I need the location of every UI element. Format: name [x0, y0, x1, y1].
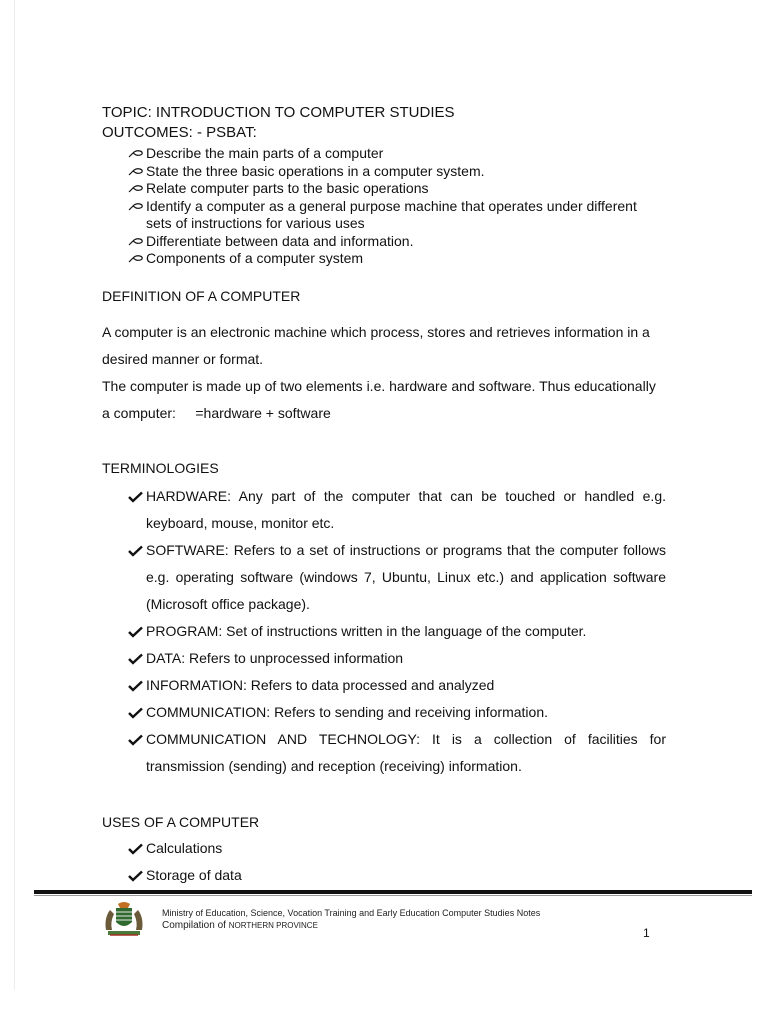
topic-title: TOPIC: INTRODUCTION TO COMPUTER STUDIES: [102, 104, 455, 121]
arrow-bullet-icon: [128, 149, 144, 159]
check-bullet-icon: [128, 653, 143, 665]
term-item: SOFTWARE: Refers to a set of instructions or programs that the computer follows e.g. operating software (windows 7, Ubuntu, Linux etc.) and application software (Microsoft office package).: [128, 537, 666, 618]
use-item: Storage of data: [128, 862, 666, 889]
definition-paragraph: A computer is an electronic machine which process, stores and retrieves information in a desired manner or format.: [102, 323, 650, 367]
terminologies-heading: TERMINOLOGIES: [102, 459, 219, 476]
uses-list: [102, 835, 666, 889]
arrow-bullet-icon: [128, 237, 144, 247]
terminologies-list: [102, 483, 666, 780]
uses-heading: USES OF A COMPUTER: [102, 813, 260, 830]
term-item: HARDWARE: Any part of the computer that can be touched or handled e.g. keyboard, mouse, monitor etc.: [128, 483, 666, 537]
arrow-bullet-icon: [128, 254, 144, 264]
outcomes-heading: OUTCOMES: - PSBAT:: [102, 124, 257, 141]
outcome-item: Describe the main parts of a computer: [128, 145, 666, 163]
term-item: COMMUNICATION AND TECHNOLOGY: It is a collection of facilities for transmission (sending) and reception (receiving) information.: [128, 726, 666, 780]
elements-paragraph: The computer is made up of two elements i.e. hardware and software. Thus educationally a computer: =hardware + software: [102, 377, 656, 421]
arrow-bullet-icon: [128, 202, 144, 212]
page-left-edge: [14, 0, 15, 990]
check-bullet-icon: [128, 680, 143, 692]
outcome-item: Identify a computer as a general purpose machine that operates under different sets of instructions for various uses: [128, 198, 666, 233]
arrow-bullet-icon: [128, 167, 144, 177]
page-number: 1: [643, 926, 650, 940]
check-bullet-icon: [128, 870, 143, 882]
arrow-bullet-icon: [128, 184, 144, 194]
check-bullet-icon: [128, 843, 143, 855]
outcome-item: Differentiate between data and information.: [128, 233, 666, 251]
definition-heading: DEFINITION OF A COMPUTER: [102, 287, 301, 304]
term-item: PROGRAM: Set of instructions written in the language of the computer.: [128, 618, 666, 645]
outcome-item: Components of a computer system: [128, 250, 666, 268]
footer-divider: [34, 890, 752, 894]
term-item: DATA: Refers to unprocessed information: [128, 645, 666, 672]
use-item: Calculations: [128, 835, 666, 862]
outcome-item: Relate computer parts to the basic operations: [128, 180, 666, 198]
check-bullet-icon: [128, 491, 143, 503]
check-bullet-icon: [128, 734, 143, 746]
footer-text: [162, 907, 540, 933]
document-body: [102, 103, 666, 889]
outcome-item: State the three basic operations in a computer system.: [128, 163, 666, 181]
coat-of-arms-logo: [100, 900, 148, 938]
check-bullet-icon: [128, 545, 143, 557]
footer-divider-shadow: [34, 895, 752, 896]
footer-ministry-line: Ministry of Education, Science, Vocation Training and Early Education Computer Studies Notes: [162, 908, 541, 918]
check-bullet-icon: [128, 707, 143, 719]
check-bullet-icon: [128, 626, 143, 638]
footer-compilation-line: Compilation of NORTHERN PROVINCE: [162, 920, 318, 931]
term-item: COMMUNICATION: Refers to sending and receiving information.: [128, 699, 666, 726]
term-item: INFORMATION: Refers to data processed and analyzed: [128, 672, 666, 699]
outcomes-list: [102, 145, 666, 268]
